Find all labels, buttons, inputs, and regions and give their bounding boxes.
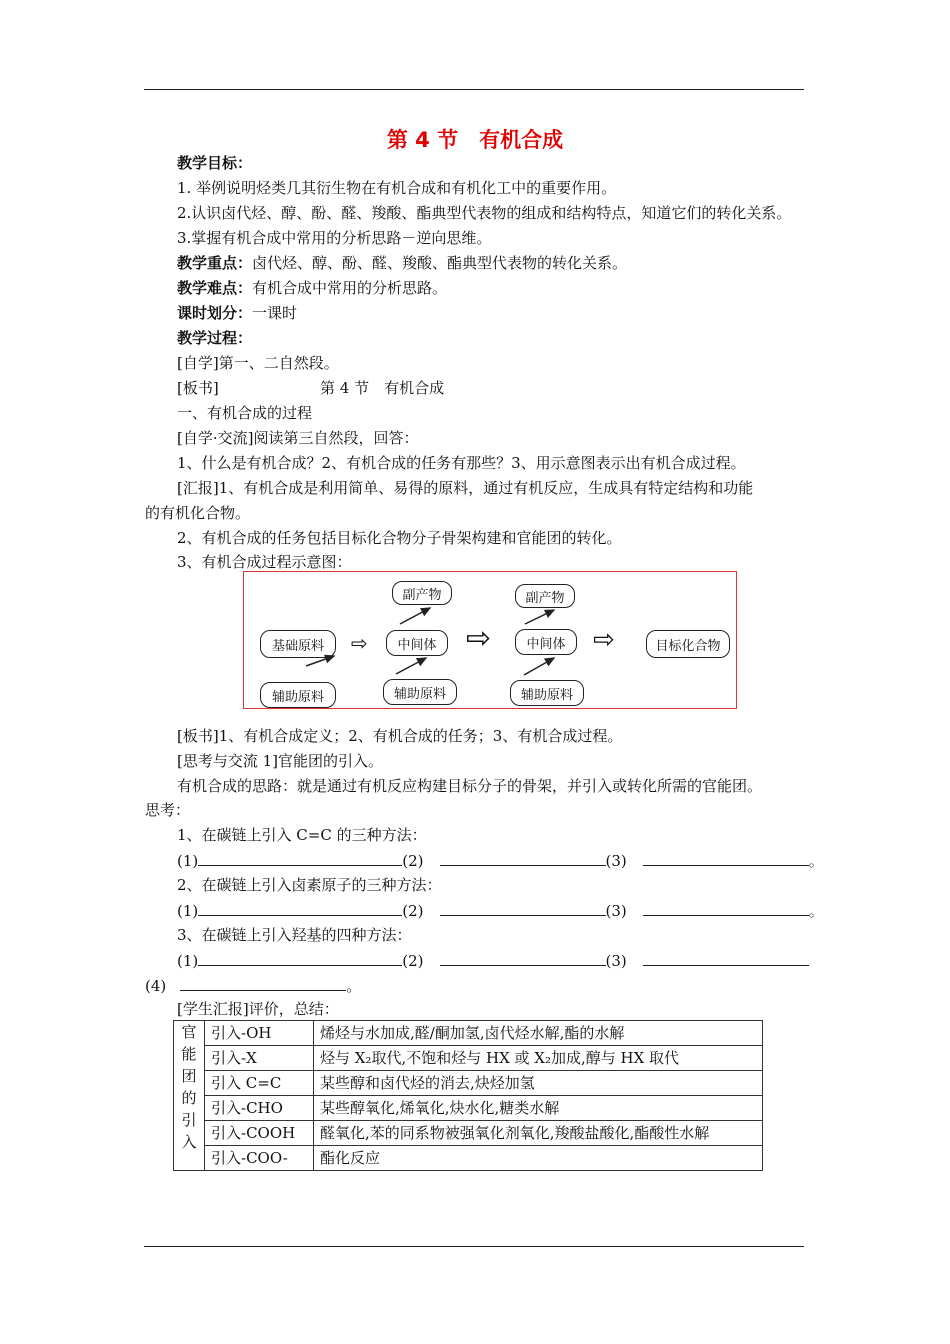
line-board-tag: [板书] (177, 379, 219, 397)
group-cell: 引入 C=C (205, 1071, 314, 1096)
methods-cell: 烯烃与水加成,醛/酮加氢,卤代烃水解,酯的水解 (314, 1021, 763, 1046)
group-cell: 引入-COOH (205, 1121, 314, 1146)
blank-label-3: (3) (605, 952, 627, 970)
line-diagram-caption: 3、有机合成过程示意图： (177, 553, 352, 571)
answer-blank[interactable] (643, 850, 809, 866)
answer-blank[interactable] (643, 900, 809, 916)
category-char: 引 (181, 1111, 197, 1129)
category-cell (174, 1021, 205, 1171)
arrow-aux-to-intermediate-1 (396, 658, 426, 674)
difficulty-label: 教学难点： (177, 279, 253, 297)
line-read: [自学·交流]阅读第三自然段，回答： (177, 429, 419, 447)
category-char: 的 (181, 1089, 197, 1107)
category-char: 入 (181, 1133, 197, 1151)
group-cell: 引入-CHO (205, 1096, 314, 1121)
node-aux-material-1: 辅助原料 (260, 682, 336, 708)
answer-row-3 (177, 950, 809, 971)
blank-label-2: (2) (402, 852, 424, 870)
arrow-intermediate-to-byproduct-2 (525, 610, 554, 624)
answer-row-3b (145, 975, 361, 996)
table-row (174, 1121, 763, 1146)
table-row (174, 1146, 763, 1171)
line-report: [汇报]1、有机合成是利用简单、易得的原料，通过有机反应，生成具有特定结构和功能 (177, 479, 754, 497)
blank-label-3: (3) (605, 852, 627, 870)
diagram-arrows (244, 572, 738, 710)
line-report-cont: 的有机化合物。 (145, 504, 251, 522)
answer-blank[interactable] (440, 950, 606, 966)
page-title: 第 4 节 有机合成 (386, 128, 564, 152)
blank-label-1: (1) (177, 952, 199, 970)
period (177, 303, 297, 323)
answer-blank[interactable] (180, 975, 346, 991)
double-arrow-icon: ⇨ (466, 621, 492, 656)
period-label: 课时划分： (177, 304, 253, 322)
node-aux-material-2: 辅助原料 (383, 679, 457, 705)
methods-cell: 某些醇氧化,烯氧化,炔水化,糖类水解 (314, 1096, 763, 1121)
line-board-title: 第 4 节 有机合成 (320, 379, 445, 397)
node-base-material: 基础原料 (260, 630, 336, 658)
answer-blank[interactable] (198, 850, 402, 866)
answer-blank[interactable] (440, 850, 606, 866)
question-3: 3、在碳链上引入羟基的四种方法： (177, 926, 412, 944)
line-questions: 1、什么是有机合成？2、有机合成的任务有那些？3、用示意图表示出有机合成过程。 (177, 454, 746, 472)
methods-cell: 醛氧化,苯的同系物被强氧化剂氧化,羧酸盐酸化,酯酸性水解 (314, 1121, 763, 1146)
double-arrow-icon: ⇨ (593, 625, 615, 655)
line-board-summary: [板书]1、有机合成定义；2、有机合成的任务；3、有机合成过程。 (177, 727, 623, 745)
node-target-compound: 目标化合物 (646, 630, 730, 658)
blank-label-3: (3) (605, 902, 627, 920)
period-mark: 。 (808, 852, 824, 870)
methods-cell: 酯化反应 (314, 1146, 763, 1171)
answer-blank[interactable] (440, 900, 606, 916)
difficulty-text: 有机合成中常用的分析思路。 (252, 279, 448, 297)
answer-row-2 (177, 900, 824, 921)
node-intermediate-2: 中间体 (515, 629, 577, 655)
blank-label-1: (1) (177, 902, 199, 920)
section-heading: 一、有机合成的过程 (177, 404, 313, 422)
footer-rule (144, 1246, 804, 1247)
period-mark: 。 (808, 902, 824, 920)
objectives-heading: 教学目标： (177, 154, 253, 172)
node-aux-material-3: 辅助原料 (510, 680, 584, 706)
group-cell: 引入-COO- (205, 1146, 314, 1171)
answer-row-1 (177, 850, 824, 871)
double-arrow-icon: ⇨ (351, 631, 368, 655)
line-self-study: [自学]第一、二自然段。 (177, 354, 339, 372)
question-1: 1、在碳链上引入 C=C 的三种方法： (177, 826, 427, 844)
category-char: 能 (181, 1045, 197, 1063)
blank-label-2: (2) (402, 952, 424, 970)
table-row (174, 1071, 763, 1096)
blank-label-4: (4) (145, 977, 167, 995)
line-synthesis-idea: 有机合成的思路：就是通过有机反应构建目标分子的骨架，并引入或转化所需的官能团。 (177, 777, 763, 795)
table-row (174, 1021, 763, 1046)
period-mark: 。 (346, 977, 362, 995)
node-byproduct-2: 副产物 (515, 584, 575, 608)
blank-label-2: (2) (402, 902, 424, 920)
line-student-report: [学生汇报]评价，总结： (177, 1000, 339, 1018)
objective-1: 1. 举例说明烃类几其衍生物在有机合成和有机化工中的重要作用。 (177, 179, 617, 197)
answer-blank[interactable] (198, 900, 402, 916)
objective-2: 2.认识卤代烃、醇、酚、醛、羧酸、酯典型代表物的组成和结构特点，知道它们的转化关系。 (177, 204, 792, 222)
difficulty (177, 278, 447, 298)
table-row (174, 1046, 763, 1071)
methods-cell: 某些醇和卤代烃的消去,炔烃加氢 (314, 1071, 763, 1096)
header-rule (144, 89, 804, 90)
line-think-exchange: [思考与交流 1]官能团的引入。 (177, 752, 384, 770)
arrow-aux-to-intermediate-2 (524, 658, 554, 675)
node-byproduct-1: 副产物 (392, 581, 452, 605)
group-cell: 引入-X (205, 1046, 314, 1071)
line-think: 思考： (145, 801, 191, 819)
node-intermediate-1: 中间体 (386, 630, 448, 656)
line-task: 2、有机合成的任务包括目标化合物分子骨架构建和官能团的转化。 (177, 529, 622, 547)
group-cell: 引入-OH (205, 1021, 314, 1046)
process-label: 教学过程： (177, 329, 253, 347)
objective-3: 3.掌握有机合成中常用的分析思路－逆向思维。 (177, 229, 492, 247)
synthesis-process-diagram (243, 571, 737, 709)
category-char: 官 (181, 1023, 197, 1041)
period-text: 一课时 (252, 304, 298, 322)
answer-blank[interactable] (643, 950, 809, 966)
arrow-aux-to-base (306, 656, 334, 666)
table-row (174, 1096, 763, 1121)
category-char: 团 (181, 1067, 197, 1085)
blank-label-1: (1) (177, 852, 199, 870)
question-2: 2、在碳链上引入卤素原子的三种方法： (177, 876, 442, 894)
functional-group-table (173, 1020, 763, 1171)
key-text: 卤代烃、醇、酚、醛、羧酸、酯典型代表物的转化关系。 (252, 254, 628, 272)
key-label: 教学重点： (177, 254, 253, 272)
answer-blank[interactable] (198, 950, 402, 966)
methods-cell: 烃与 X₂取代,不饱和烃与 HX 或 X₂加成,醇与 HX 取代 (314, 1046, 763, 1071)
key-points (177, 253, 627, 273)
arrow-intermediate-to-byproduct-1 (400, 608, 430, 624)
